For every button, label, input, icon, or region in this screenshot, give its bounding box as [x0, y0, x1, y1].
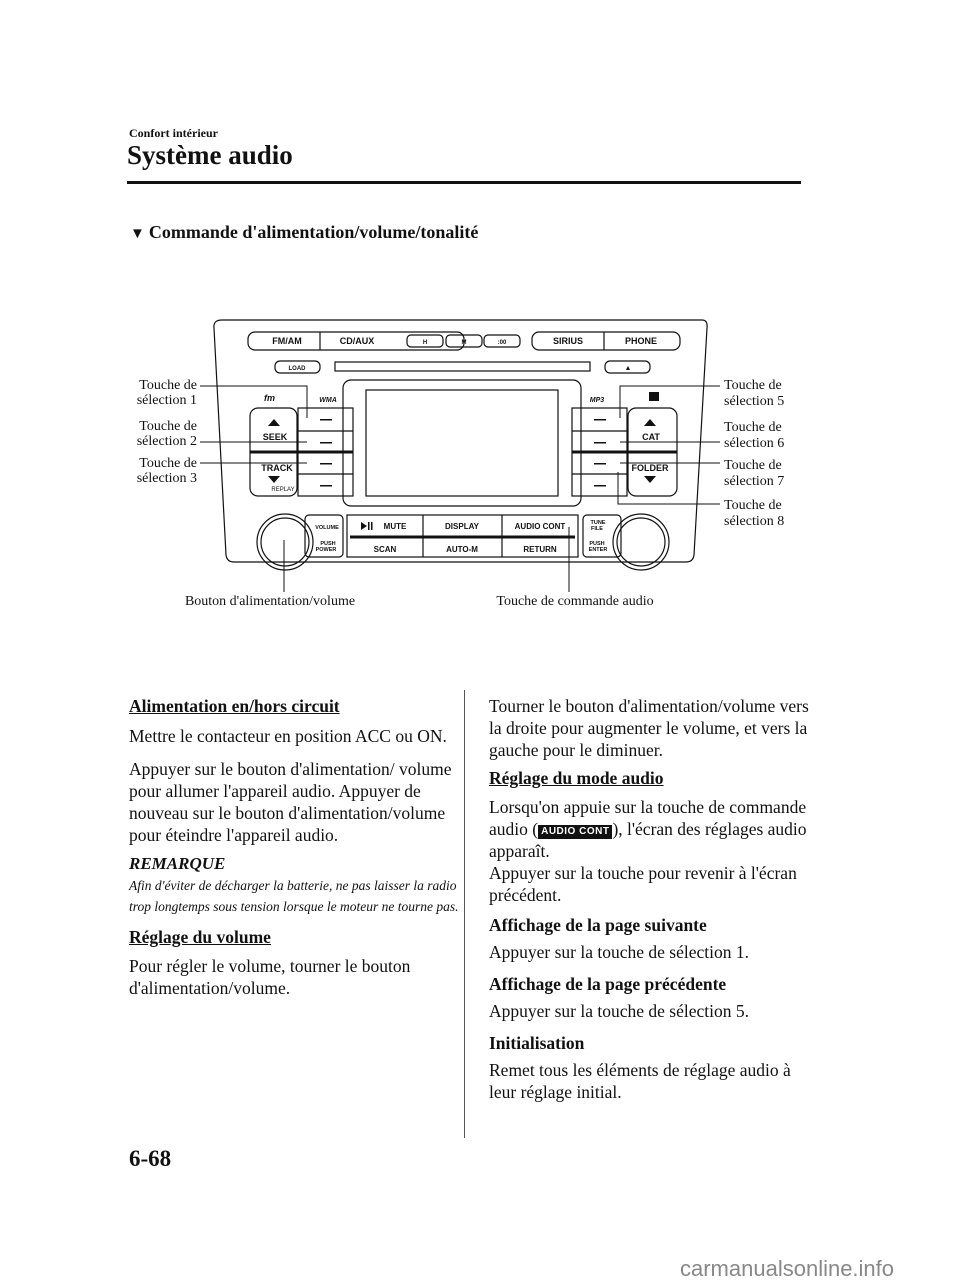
heading-next-page: Affichage de la page suivante [489, 915, 707, 935]
tune-label: TUNE [590, 520, 606, 526]
callout-sel3-b: sélection 3 [136, 471, 197, 486]
callout-sel5-b: sélection 5 [724, 394, 785, 409]
folder-down-icon [644, 476, 656, 483]
seek-up-icon [268, 419, 280, 426]
watermark: carmanualsonline.info [680, 1256, 895, 1281]
display-button: DISPLAY [445, 522, 479, 531]
heading-volume: Réglage du volume [129, 927, 271, 947]
callout-sel6-b: sélection 6 [724, 436, 785, 451]
heading-initialisation: Initialisation [489, 1033, 585, 1053]
note-text: Afin d'éviter de décharger la batterie, ne pas laisser la radio trop longtemps sous tension lorsque le moteur ne tourne pas. [129, 878, 459, 914]
phone-button: PHONE [624, 336, 658, 346]
enter-label: ENTER [588, 547, 608, 553]
mute-button: MUTE [383, 522, 407, 531]
paragraph: Tourner le bouton d'alimentation/volume vers la droite pour augmenter le volume, et vers la gauche pour le diminuer. [489, 696, 809, 760]
callout-sel7-a: Touche de [724, 458, 782, 473]
seek-button: SEEK [262, 432, 288, 442]
heading-power-on-off: Alimentation en/hors circuit [129, 696, 340, 716]
callout-sel6-a: Touche de [724, 420, 782, 435]
fm-am-button: FM/AM [272, 336, 302, 346]
callout-sel2-a: Touche de [139, 419, 197, 434]
column-divider [464, 690, 465, 1138]
callout-power-volume: Bouton d'alimentation/volume [184, 594, 356, 609]
heading-previous-page: Affichage de la page précédente [489, 974, 727, 994]
triangle-icon: ▼ [130, 226, 145, 242]
mp3-logo: MP3 [589, 397, 605, 404]
heading-audio-mode: Réglage du mode audio [489, 768, 664, 788]
folder-button: FOLDER [631, 463, 669, 473]
play-pause-icon [361, 522, 367, 530]
note-title: REMARQUE [129, 854, 226, 873]
volume-label: VOLUME [315, 525, 339, 531]
minute-button: M [461, 340, 467, 346]
callout-sel5-a: Touche de [724, 378, 782, 393]
paragraph: Mettre le contacteur en position ACC ou ON. [129, 726, 447, 746]
right-column [489, 695, 809, 1103]
paragraph: Remet tous les éléments de réglage audio à leur réglage initial. [489, 1060, 791, 1102]
paragraph: Appuyer sur la touche de sélection 5. [489, 1001, 749, 1021]
zero-button: :00 [497, 340, 507, 346]
cat-up-icon [644, 419, 656, 426]
callout-audio-control: Touche de commande audio [496, 594, 654, 609]
paragraph: Appuyer sur la touche pour revenir à l'écran précédent. [489, 863, 797, 905]
fm-logo-icon: fm [264, 393, 275, 403]
track-button: TRACK [261, 463, 293, 473]
hour-button: H [422, 340, 428, 346]
scan-button: SCAN [373, 545, 397, 554]
push-label-right: PUSH [589, 541, 605, 547]
chapter-label: Confort intérieur [129, 126, 218, 140]
return-button: RETURN [523, 545, 557, 554]
cat-button: CAT [642, 432, 660, 442]
file-label: FILE [591, 526, 603, 532]
load-button: LOAD [288, 366, 306, 372]
text: Lorsqu'on appuie sur la touche de commande audio ( [489, 797, 807, 839]
track-down-icon [268, 476, 280, 483]
paragraph: Appuyer sur la touche de sélection 1. [489, 942, 749, 962]
callout-sel8-b: sélection 8 [724, 514, 785, 529]
replay-label: REPLAY [271, 487, 295, 493]
callout-sel1-b: sélection 1 [136, 393, 197, 408]
callout-sel2-b: sélection 2 [136, 434, 197, 449]
callout-sel8-a: Touche de [724, 498, 782, 513]
text: ), l'écran des réglages audio apparaît. [489, 819, 807, 861]
page-title: Système audio [127, 140, 293, 170]
paragraph: Pour régler le volume, tourner le bouton d'alimentation/volume. [129, 956, 411, 998]
section-title-text: Commande d'alimentation/volume/tonalité [148, 222, 479, 242]
left-column [129, 695, 459, 999]
wma-logo: WMA [319, 397, 337, 404]
push-label: PUSH [320, 541, 336, 547]
auto-m-button: AUTO-M [446, 545, 478, 554]
callout-sel1-a: Touche de [139, 378, 197, 393]
callout-sel7-b: sélection 7 [724, 474, 785, 489]
paragraph: Appuyer sur le bouton d'alimentation/ volume pour allumer l'appareil audio. Appuyer de nouveau sur le bouton d'alimentation/volume pour éteindre l'appareil audio. [129, 759, 452, 845]
paragraph [489, 796, 809, 862]
callout-sel3-a: Touche de [139, 456, 197, 471]
audio-cont-icon: AUDIO CONT [538, 825, 612, 839]
page-number: 6-68 [129, 1146, 172, 1171]
cd-aux-button: CD/AUX [339, 336, 375, 346]
sirius-button: SIRIUS [552, 336, 584, 346]
power-label: POWER [315, 547, 337, 553]
audio-cont-button: AUDIO CONT [514, 522, 566, 531]
cd-logo-icon [649, 392, 659, 401]
eject-button: ▲ [624, 365, 632, 372]
